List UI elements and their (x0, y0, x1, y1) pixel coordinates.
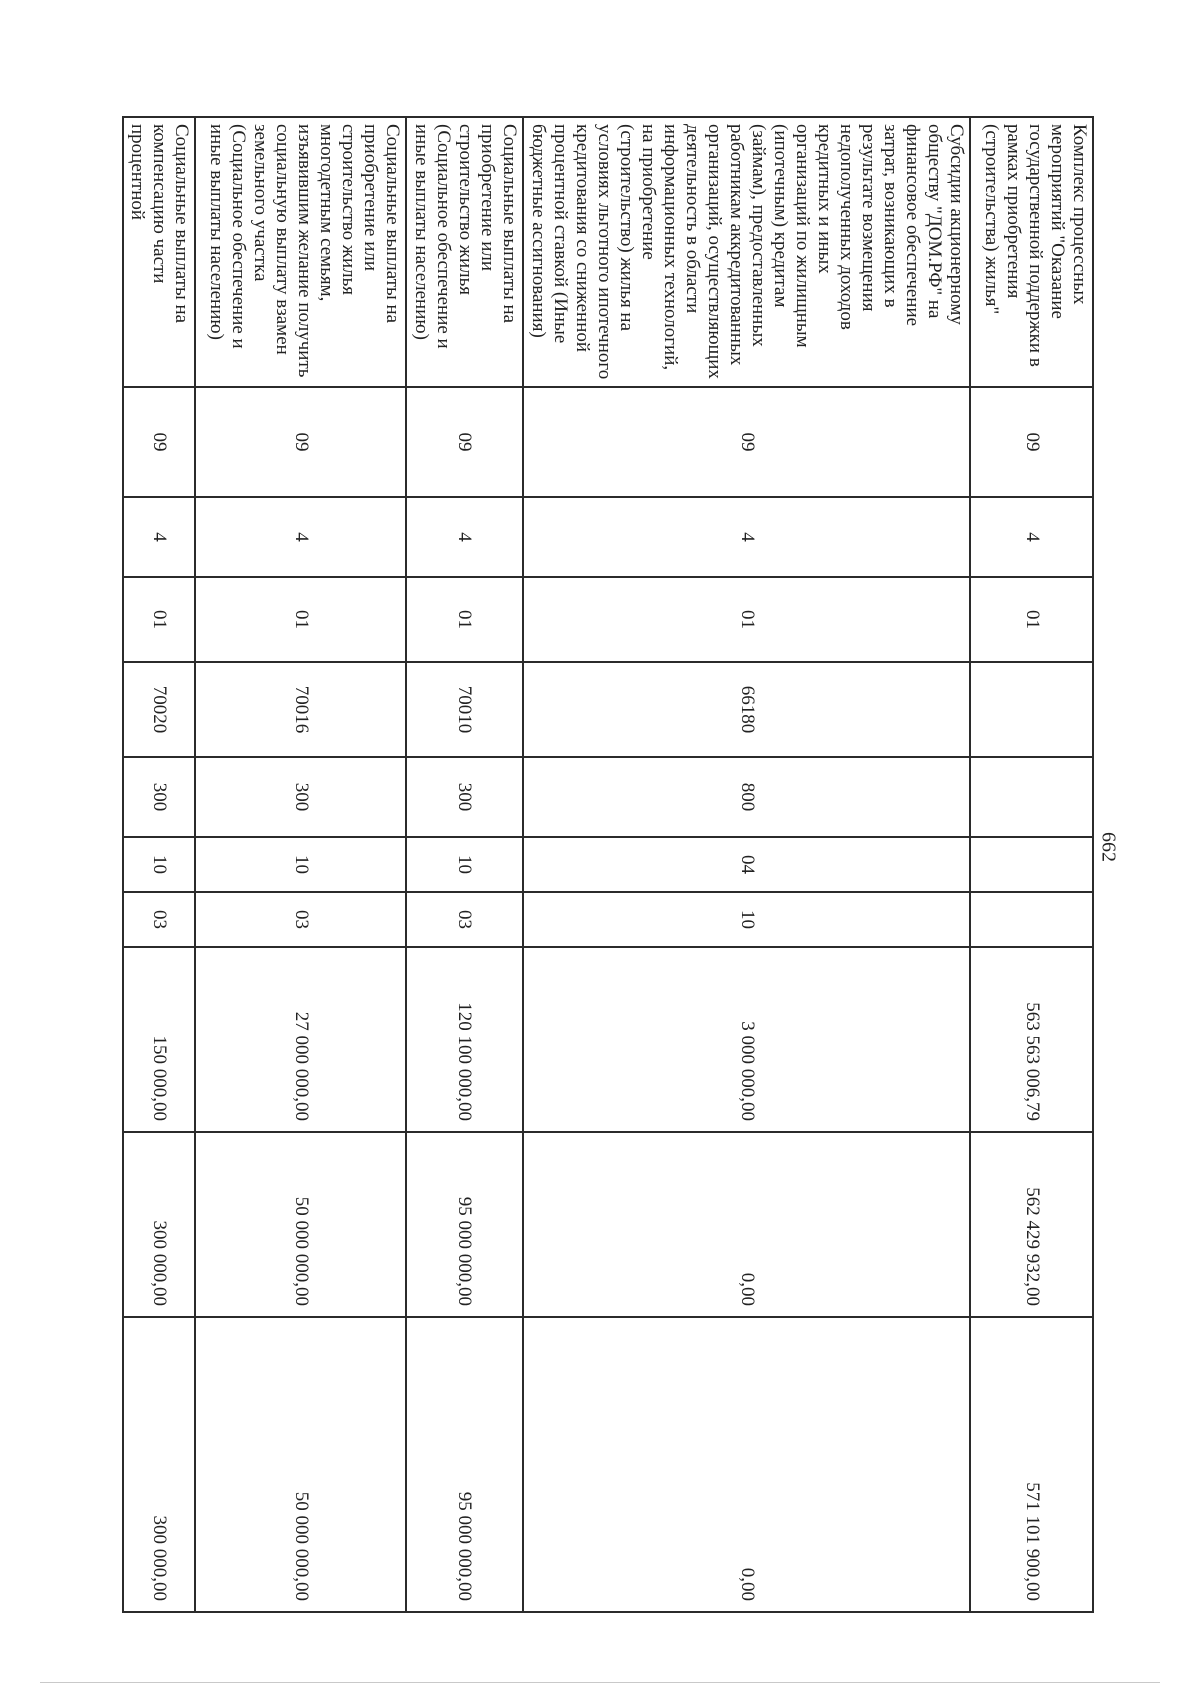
table-row (971, 117, 1094, 1612)
table-row (123, 117, 195, 1612)
row-name: Комплекс процессных мероприятий "Оказание государственной поддержки в рамках приобретения (строительства) жилья" (971, 117, 1094, 387)
code-expense-type: 300 (195, 757, 406, 837)
scan-artifact (40, 1682, 1160, 1683)
table-row (523, 117, 971, 1612)
code-expense-type (971, 757, 1094, 837)
code-subsection: 03 (406, 892, 522, 947)
code-subsection (971, 892, 1094, 947)
code-subsection: 03 (123, 892, 195, 947)
code-type: 4 (971, 497, 1094, 577)
code-direction: 70010 (406, 662, 522, 757)
amount-year-3: 95 000 000,00 (406, 1317, 522, 1612)
code-program: 09 (406, 387, 522, 497)
amount-year-3: 0,00 (523, 1317, 971, 1612)
table-row (195, 117, 406, 1612)
code-direction: 70020 (123, 662, 195, 757)
code-program: 09 (195, 387, 406, 497)
code-subsection: 10 (523, 892, 971, 947)
row-name: Социальные выплаты на компенсацию части процентной (123, 117, 195, 387)
code-section (971, 837, 1094, 892)
code-subsection: 03 (195, 892, 406, 947)
row-name: Социальные выплаты на приобретение или строительство жилья многодетным семьям, изъявившим желание получить социальную выплату взамен земельного участка (Социальное обеспечение и иные выплаты населению) (195, 117, 406, 387)
code-type: 4 (523, 497, 971, 577)
code-complex: 01 (971, 577, 1094, 662)
code-program: 09 (523, 387, 971, 497)
amount-year-3: 300 000,00 (123, 1317, 195, 1612)
code-direction: 66180 (523, 662, 971, 757)
amount-year-2: 95 000 000,00 (406, 1132, 522, 1317)
row-name: Субсидии акционерному обществу "ДОМ.РФ" на финансовое обеспечение затрат, возникающих в результате возмещения недополученных доходов кредитных и иных организаций по жилищным (ипотечным) кредитам (займам), предоставленных работникам аккредитованных организаций, осуществляющих деятельность в области информационных технологий, на приобретение (строительство) жилья на условиях льготного ипотечного кредитования со сниженной процентной ставкой (Иные бюджетные ассигнования) (523, 117, 971, 387)
code-expense-type: 300 (406, 757, 522, 837)
code-type: 4 (406, 497, 522, 577)
code-section: 10 (406, 837, 522, 892)
code-section: 10 (123, 837, 195, 892)
code-section: 10 (195, 837, 406, 892)
amount-year-2: 562 429 932,00 (971, 1132, 1094, 1317)
amount-year-2: 300 000,00 (123, 1132, 195, 1317)
code-expense-type: 800 (523, 757, 971, 837)
page-number: 662 (1097, 832, 1120, 862)
code-complex: 01 (523, 577, 971, 662)
amount-year-2: 0,00 (523, 1132, 971, 1317)
row-name: Социальные выплаты на приобретение или строительство жилья (Социальное обеспечение и иные выплаты населению) (406, 117, 522, 387)
code-program: 09 (123, 387, 195, 497)
amount-year-1: 150 000,00 (123, 947, 195, 1132)
amount-year-2: 50 000 000,00 (195, 1132, 406, 1317)
amount-year-1: 120 100 000,00 (406, 947, 522, 1132)
amount-year-3: 50 000 000,00 (195, 1317, 406, 1612)
code-direction: 70016 (195, 662, 406, 757)
table-row (406, 117, 522, 1612)
code-complex: 01 (406, 577, 522, 662)
amount-year-1: 27 000 000,00 (195, 947, 406, 1132)
budget-table (122, 116, 1094, 1613)
code-complex: 01 (195, 577, 406, 662)
amount-year-1: 3 000 000,00 (523, 947, 971, 1132)
code-program: 09 (971, 387, 1094, 497)
amount-year-1: 563 563 006,79 (971, 947, 1094, 1132)
code-expense-type: 300 (123, 757, 195, 837)
code-section: 04 (523, 837, 971, 892)
code-type: 4 (123, 497, 195, 577)
amount-year-3: 571 101 900,00 (971, 1317, 1094, 1612)
code-complex: 01 (123, 577, 195, 662)
code-direction (971, 662, 1094, 757)
code-type: 4 (195, 497, 406, 577)
